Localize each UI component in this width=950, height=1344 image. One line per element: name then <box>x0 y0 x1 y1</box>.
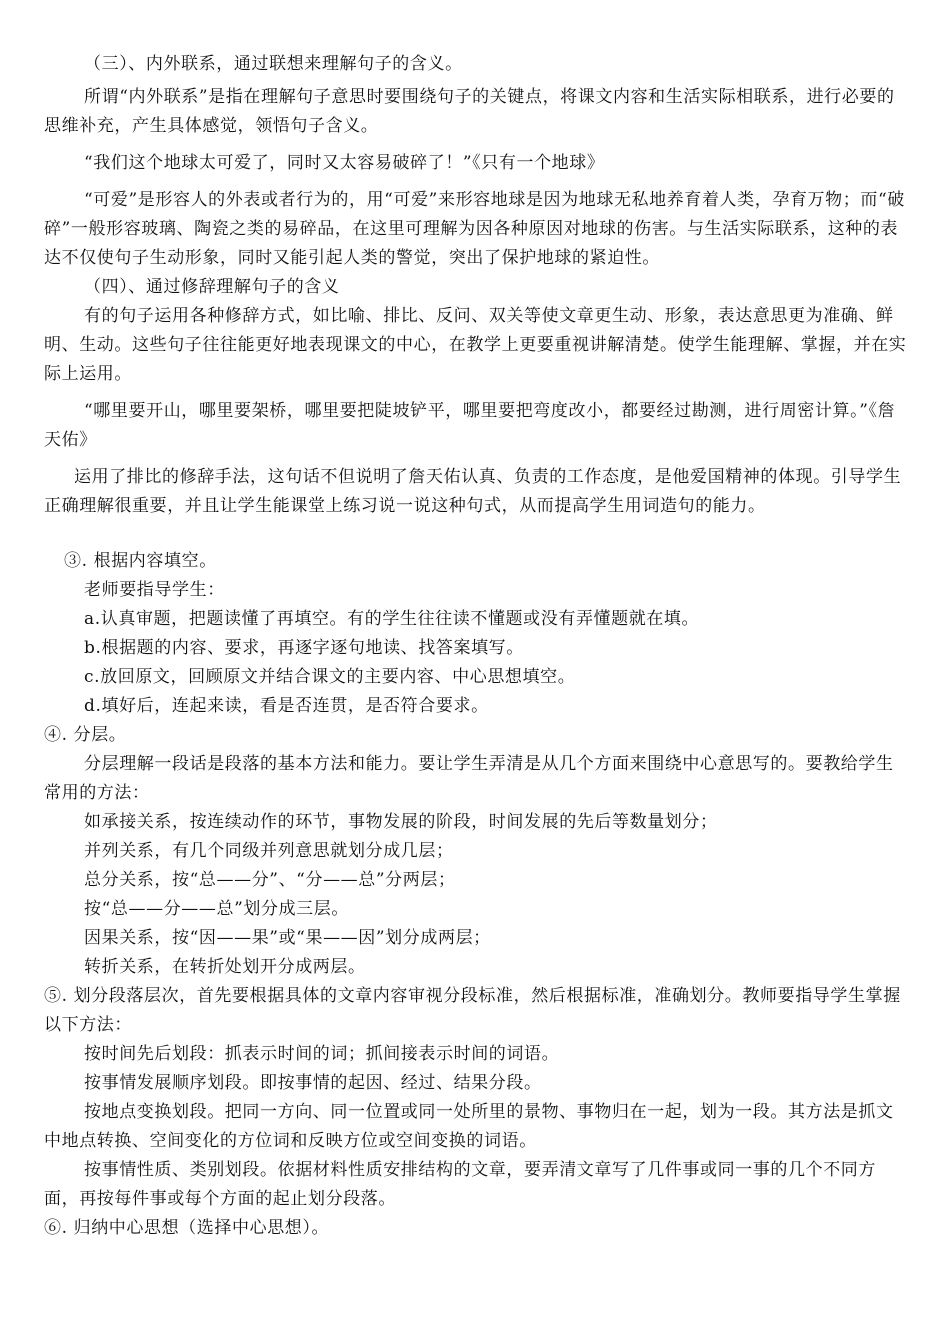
item-4-method: 总分关系，按“总——分”、“分——总”分两层； <box>84 870 456 890</box>
item-4-method: 因果关系，按“因——果”或“果——因”划分成两层； <box>84 928 491 948</box>
document-page <box>44 50 908 1243</box>
item-5-method: 按时间先后划段：抓表示时间的词；抓间接表示时间的词语。 <box>84 1044 560 1064</box>
item-4-method: 如承接关系，按连续动作的环节，事物发展的阶段，时间发展的先后等数量划分； <box>84 812 718 832</box>
section-4-heading: （四）、通过修辞理解句子的含义 <box>84 277 340 297</box>
item-4-heading: ④. 分层。 <box>44 725 127 745</box>
item-3-step: b.根据题的内容、要求，再逐字逐句地读、找答案填写。 <box>84 638 524 658</box>
section-3-heading: （三）、内外联系，通过联想来理解句子的含义。 <box>84 54 463 74</box>
section-3-quote: “我们这个地球太可爱了，同时又太容易破碎了！”《只有一个地球》 <box>84 153 605 173</box>
section-4-quote: “哪里要开山，哪里要架桥，哪里要把陡坡铲平，哪里要把弯度改小，都要经过勘测，进行周密计算。”《詹天佑》 <box>44 401 896 450</box>
section-3-paragraph: 所谓“内外联系”是指在理解句子意思时要围绕句子的关键点，将课文内容和生活实际相联系，进行必要的思维补充，产生具体感觉，领悟句子含义。 <box>44 87 895 136</box>
item-5-paragraph: ⑤. 划分段落层次，首先要根据具体的文章内容审视分段标准，然后根据标准，准确划分。教师要指导学生掌握以下方法： <box>44 986 901 1035</box>
item-3-heading: ③. 根据内容填空。 <box>64 551 217 571</box>
section-3-explanation: “可爱”是形容人的外表或者行为的，用“可爱”来形容地球是因为地球无私地养育着人类，孕育万物；而“破碎”一般形容玻璃、陶瓷之类的易碎品，在这里可理解为因各种原因对地球的伤害。与生活实际联系，这种的表达不仅使句子生动形象，同时又能引起人类的警觉，突出了保护地球的紧迫性。 <box>44 190 905 268</box>
item-3-step: d.填好后，连起来读，看是否连贯，是否符合要求。 <box>84 696 489 716</box>
item-4-method: 按“总——分——总”划分成三层。 <box>84 899 349 919</box>
item-3-step: a.认真审题，把题读懂了再填空。有的学生往往读不懂题或没有弄懂题就在填。 <box>84 609 700 629</box>
item-5-method: 按事情发展顺序划段。即按事情的起因、经过、结果分段。 <box>84 1073 542 1093</box>
item-3-intro: 老师要指导学生： <box>84 580 225 600</box>
section-4-paragraph: 有的句子运用各种修辞方式，如比喻、排比、反问、双关等使文章更生动、形象，表达意思更为准确、鲜明、生动。这些句子往往能更好地表现课文的中心，在教学上更要重视讲解清楚。使学生能理解、掌握，并在实际上运用。 <box>44 306 907 384</box>
item-5-method: 按事情性质、类别划段。依据材料性质安排结构的文章，要弄清文章写了几件事或同一事的几个不同方面，再按每件事或每个方面的起止划分段落。 <box>44 1160 876 1209</box>
item-4-method: 转折关系，在转折处划开分成两层。 <box>84 957 366 977</box>
item-3-step: c.放回原文，回顾原文并结合课文的主要内容、中心思想填空。 <box>84 667 576 687</box>
item-5-method: 按地点变换划段。把同一方向、同一位置或同一处所里的景物、事物归在一起，划为一段。其方法是抓文中地点转换、空间变化的方位词和反映方位或空间变换的词语。 <box>44 1102 894 1151</box>
item-4-method: 并列关系，有几个同级并列意思就划分成几层； <box>84 841 454 861</box>
section-4-explanation: 运用了排比的修辞手法，这句话不但说明了詹天佑认真、负责的工作态度，是他爱国精神的体现。引导学生正确理解很重要，并且让学生能课堂上练习说一说这种句式，从而提高学生用词造句的能力。 <box>44 467 902 516</box>
item-6-heading: ⑥. 归纳中心思想（选择中心思想）。 <box>44 1218 330 1238</box>
item-4-paragraph: 分层理解一段话是段落的基本方法和能力。要让学生弄清是从几个方面来围绕中心意思写的。要教给学生常用的方法： <box>44 754 894 803</box>
